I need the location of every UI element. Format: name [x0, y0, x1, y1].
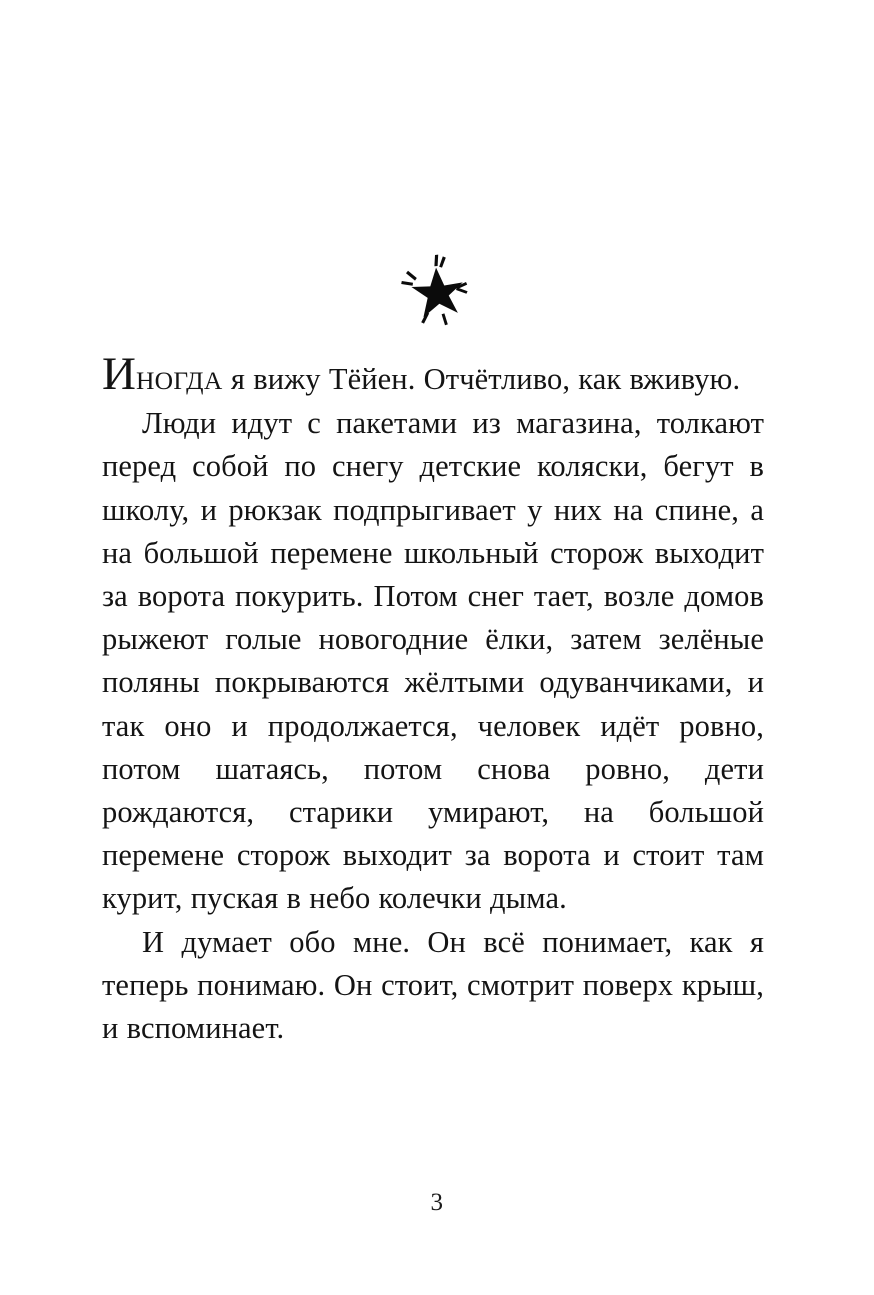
paragraph-2: Люди идут с пакетами из магазина, толкают перед собой по снегу детские коляски, бегут в школу, и рюкзак подпрыгивает у них на спине, а на большой перемене школьный сторож выходит за ворота покурить. Потом снег тает, возле домов рыжеют голые новогодние ёлки, затем зелёные поляны покрываются жёлтыми одуванчиками, и так оно и продолжается, человек идёт ровно, потом шатаясь, потом снова ровно, дети рождаются, старики умирают, на большой перемене сторож выходит за ворота и стоит там курит, пуская в небо колечки дыма. — [102, 406, 764, 916]
page-number: 3 — [430, 1189, 444, 1216]
initial-cap: И — [102, 348, 136, 400]
small-caps-run: НОГДА — [135, 366, 223, 395]
star-ornament-container — [0, 248, 874, 334]
body-text — [102, 348, 764, 1050]
paragraph-1 — [102, 348, 764, 402]
paragraph-3: И думает обо мне. Он всё понимает, как я теперь понимаю. Он стоит, смотрит поверх крыш, и вспоминает. — [102, 924, 764, 1046]
star-ornament — [397, 251, 477, 331]
paragraph-1-text: я вижу Тёйен. Отчётливо, как вживую. — [222, 362, 741, 396]
